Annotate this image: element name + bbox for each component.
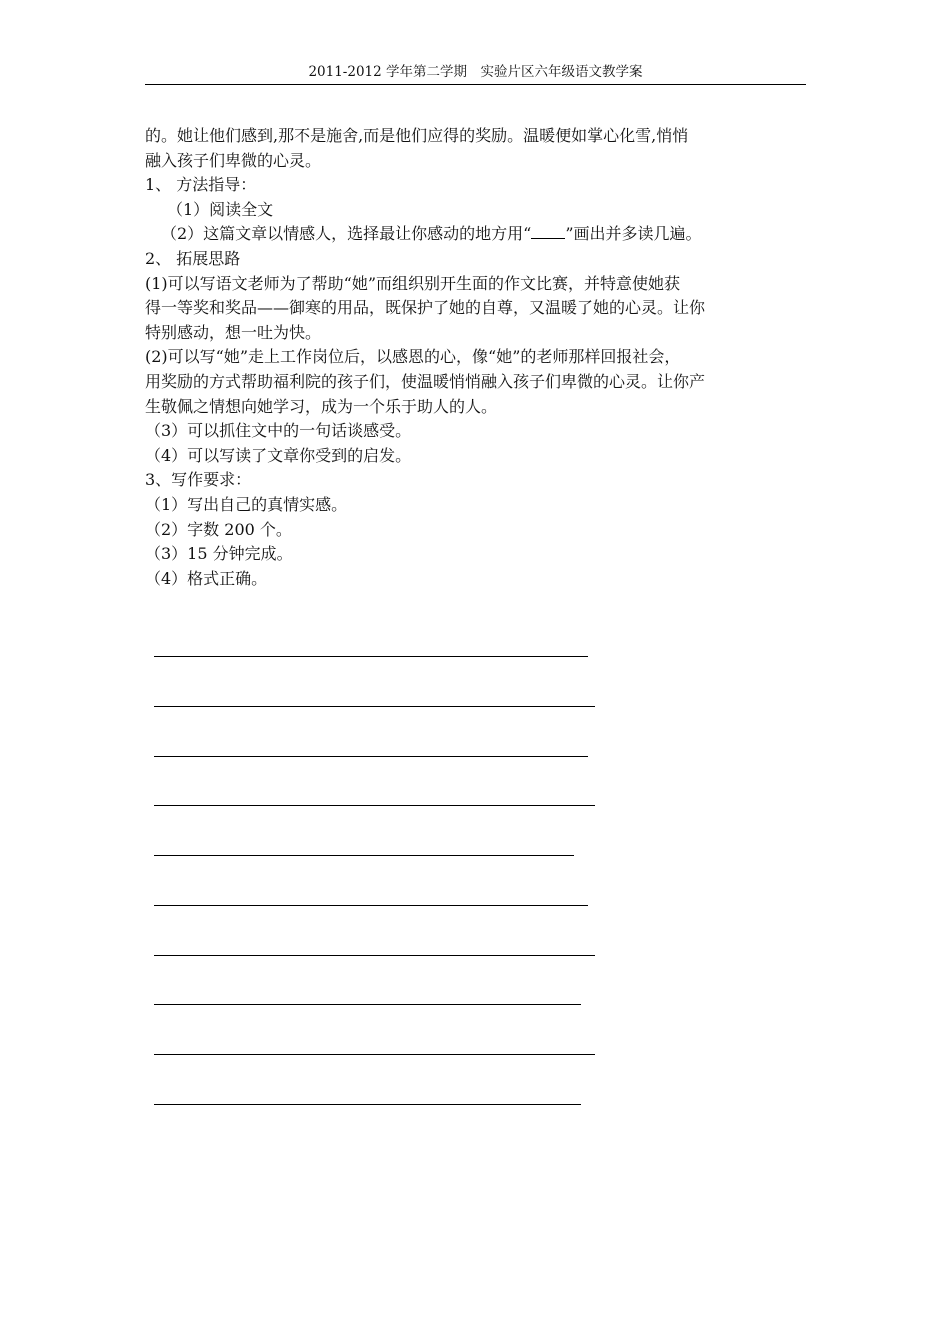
method-item: （1）阅读全文	[167, 199, 274, 219]
requirement-item: （3）15 分钟完成。	[145, 544, 293, 564]
writing-line[interactable]	[154, 756, 588, 757]
expand-item: （4）可以写读了文章你受到的启发。	[145, 445, 412, 465]
expand-item: (1)可以写语文老师为了帮助“她”而组织别开生面的作文比赛，并特意使她获	[145, 273, 681, 293]
intro-line: 的。她让他们感到,那不是施舍,而是他们应得的奖励。温暖便如掌心化雪,悄悄	[145, 126, 689, 145]
requirement-item: （2）字数 200 个。	[145, 519, 292, 539]
writing-line[interactable]	[154, 1104, 581, 1105]
intro-line: 融入孩子们卑微的心灵。	[145, 150, 322, 170]
requirement-item: （1）写出自己的真情实感。	[145, 494, 348, 514]
expand-item: (2)可以写“她”走上工作岗位后，以感恩的心，像“她”的老师那样回报社会，	[145, 347, 681, 367]
writing-line[interactable]	[154, 706, 595, 707]
expand-heading: 2、 拓展思路	[145, 248, 241, 268]
method-item-text: ”画出并多读几遍。	[565, 224, 702, 244]
writing-line[interactable]	[154, 1004, 581, 1005]
writing-line[interactable]	[154, 805, 595, 806]
expand-item: 得一等奖和奖品——御寒的用品，既保护了她的自尊，又温暖了她的心灵。让你	[145, 298, 706, 318]
expand-item: （3）可以抓住文中的一句话谈感受。	[145, 421, 412, 441]
expand-item: 生敬佩之情想向她学习，成为一个乐于助人的人。	[145, 396, 498, 416]
method-heading: 1、 方法指导：	[145, 175, 257, 195]
writing-line[interactable]	[154, 656, 588, 657]
expand-item: 用奖励的方式帮助福利院的孩子们，使温暖悄悄融入孩子们卑微的心灵。让你产	[145, 371, 706, 391]
writing-line[interactable]	[154, 855, 574, 856]
writing-line[interactable]	[154, 905, 588, 906]
requirement-item: （4）格式正确。	[145, 568, 268, 588]
header-title: 2011-2012 学年第二学期 实验片区六年级语文教学案	[308, 64, 643, 80]
expand-item: 特别感动，想一吐为快。	[145, 322, 322, 342]
method-item-text: （2）这篇文章以情感人，选择最让你感动的地方用“	[161, 224, 532, 244]
requirements-heading: 3、写作要求：	[145, 470, 252, 490]
writing-line[interactable]	[154, 1054, 595, 1055]
writing-line[interactable]	[154, 955, 595, 956]
